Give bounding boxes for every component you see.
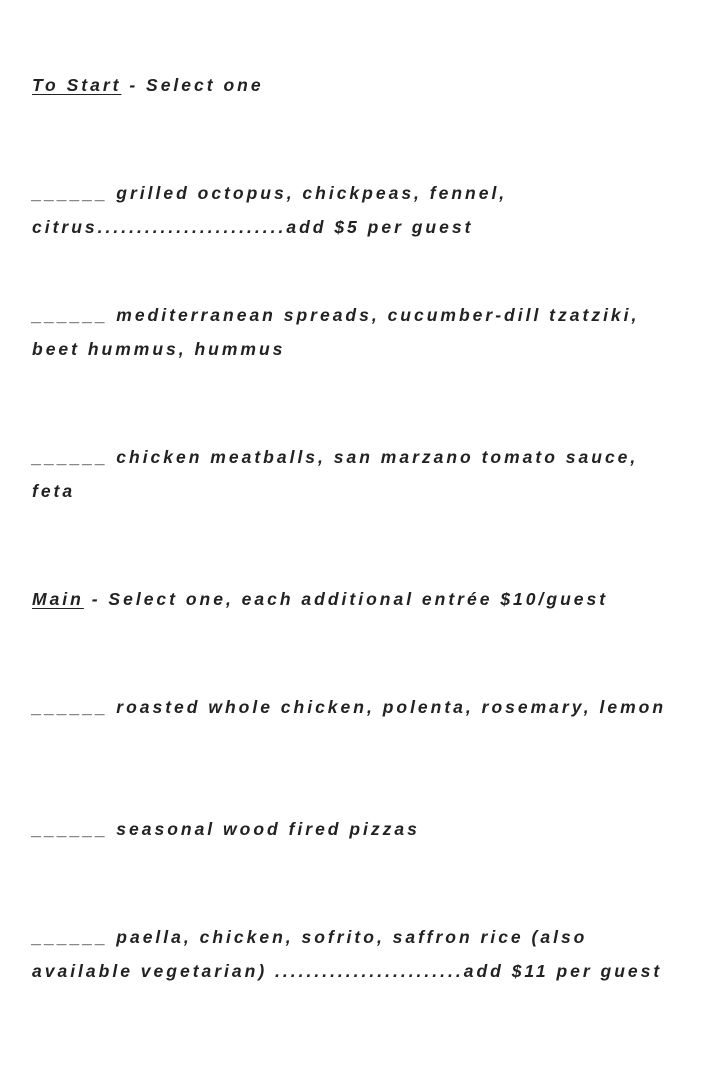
selection-blank: ______ <box>32 305 109 325</box>
selection-blank: ______ <box>32 819 109 839</box>
menu-item-description: paella, chicken, sofrito, saffron rice (also available vegetarian) ........................add $11 per guest <box>32 927 663 981</box>
menu-item-wood-fired-pizzas <box>32 812 682 846</box>
to-start-heading-text: To Start <box>32 75 122 95</box>
menu-item-description: chicken meatballs, san marzano tomato sauce, feta <box>32 447 639 501</box>
main-heading-text: Main <box>32 589 84 609</box>
menu-item-grilled-octopus <box>32 176 682 244</box>
to-start-instruction: - Select one <box>121 75 264 95</box>
menu-item-description: grilled octopus, chickpeas, fennel, citrus........................add $5 per guest <box>32 183 508 237</box>
main-instruction: - Select one, each additional entrée $10/guest <box>83 589 609 609</box>
menu-item-description: mediterranean spreads, cucumber-dill tzatziki, beet hummus, hummus <box>32 305 640 359</box>
menu-item-chicken-meatballs <box>32 440 682 508</box>
menu-item-mediterranean-spreads <box>32 298 682 366</box>
menu-item-description: seasonal wood fired pizzas <box>108 819 420 839</box>
to-start-section-heading <box>32 68 682 102</box>
selection-blank: ______ <box>32 447 109 467</box>
selection-blank: ______ <box>32 927 109 947</box>
selection-blank: ______ <box>32 183 109 203</box>
main-section-heading <box>32 582 682 616</box>
menu-item-paella <box>32 920 682 988</box>
selection-blank: ______ <box>32 697 109 717</box>
menu-item-description: roasted whole chicken, polenta, rosemary, lemon <box>108 697 667 717</box>
menu-item-roasted-chicken <box>32 690 682 724</box>
